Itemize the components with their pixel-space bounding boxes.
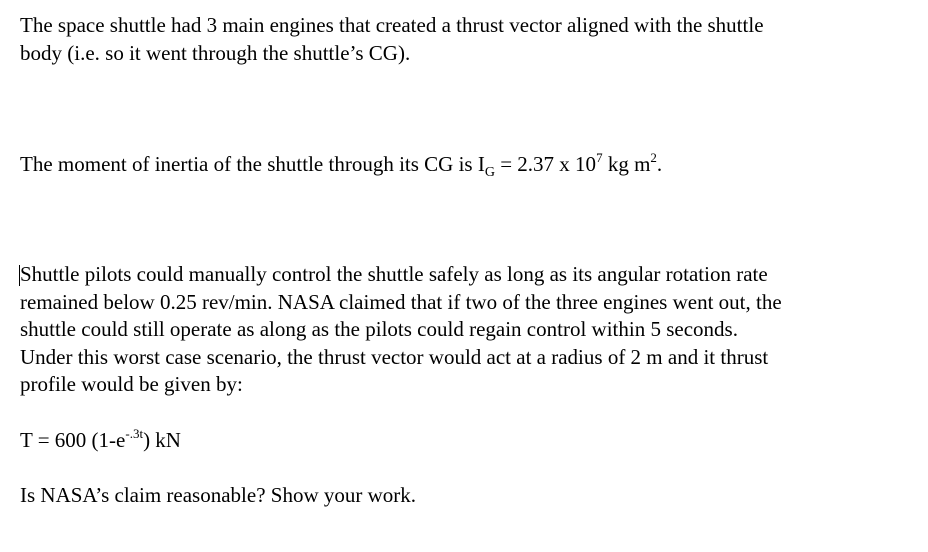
paragraph-scenario[interactable]: [20, 261, 782, 399]
inertia-exponent: 7: [596, 150, 603, 165]
paragraph-line: profile would be given by:: [20, 372, 243, 396]
equation-suffix: ) kN: [143, 428, 181, 452]
paragraph-line: remained below 0.25 rev/min. NASA claimed that if two of the three engines went out, the: [20, 289, 782, 314]
question-text: Is NASA’s claim reasonable? Show your work.: [20, 483, 417, 507]
text-cursor: [19, 265, 20, 286]
paragraph-line: shuttle could still operate as along as the pilots could regain control within 5 seconds.: [20, 317, 738, 341]
paragraph-line: The space shuttle had 3 main engines that created a thrust vector aligned with the shuttle: [20, 13, 764, 37]
thrust-equation: [20, 427, 181, 455]
paragraph-moment-of-inertia: [20, 151, 662, 179]
equation-prefix: T = 600 (1-e: [20, 428, 126, 452]
inertia-unit-exponent: 2: [650, 150, 657, 165]
equation-exponent: -.3t: [125, 426, 144, 441]
inertia-value: = 2.37 x 10: [494, 152, 597, 176]
paragraph-line: Shuttle pilots could manually control the shuttle safely as long as its angular rotation rate: [20, 262, 768, 286]
inertia-text: The moment of inertia of the shuttle through its CG is I: [20, 152, 485, 176]
inertia-unit: kg m: [602, 152, 651, 176]
question: [20, 482, 416, 510]
paragraph-line: body (i.e. so it went through the shuttle’s CG).: [20, 40, 411, 65]
paragraph-engines: [20, 12, 764, 67]
inertia-subscript: G: [484, 165, 495, 181]
inertia-end: .: [656, 152, 663, 176]
paragraph-line: Under this worst case scenario, the thrust vector would act at a radius of 2 m and it thrust: [20, 344, 769, 369]
